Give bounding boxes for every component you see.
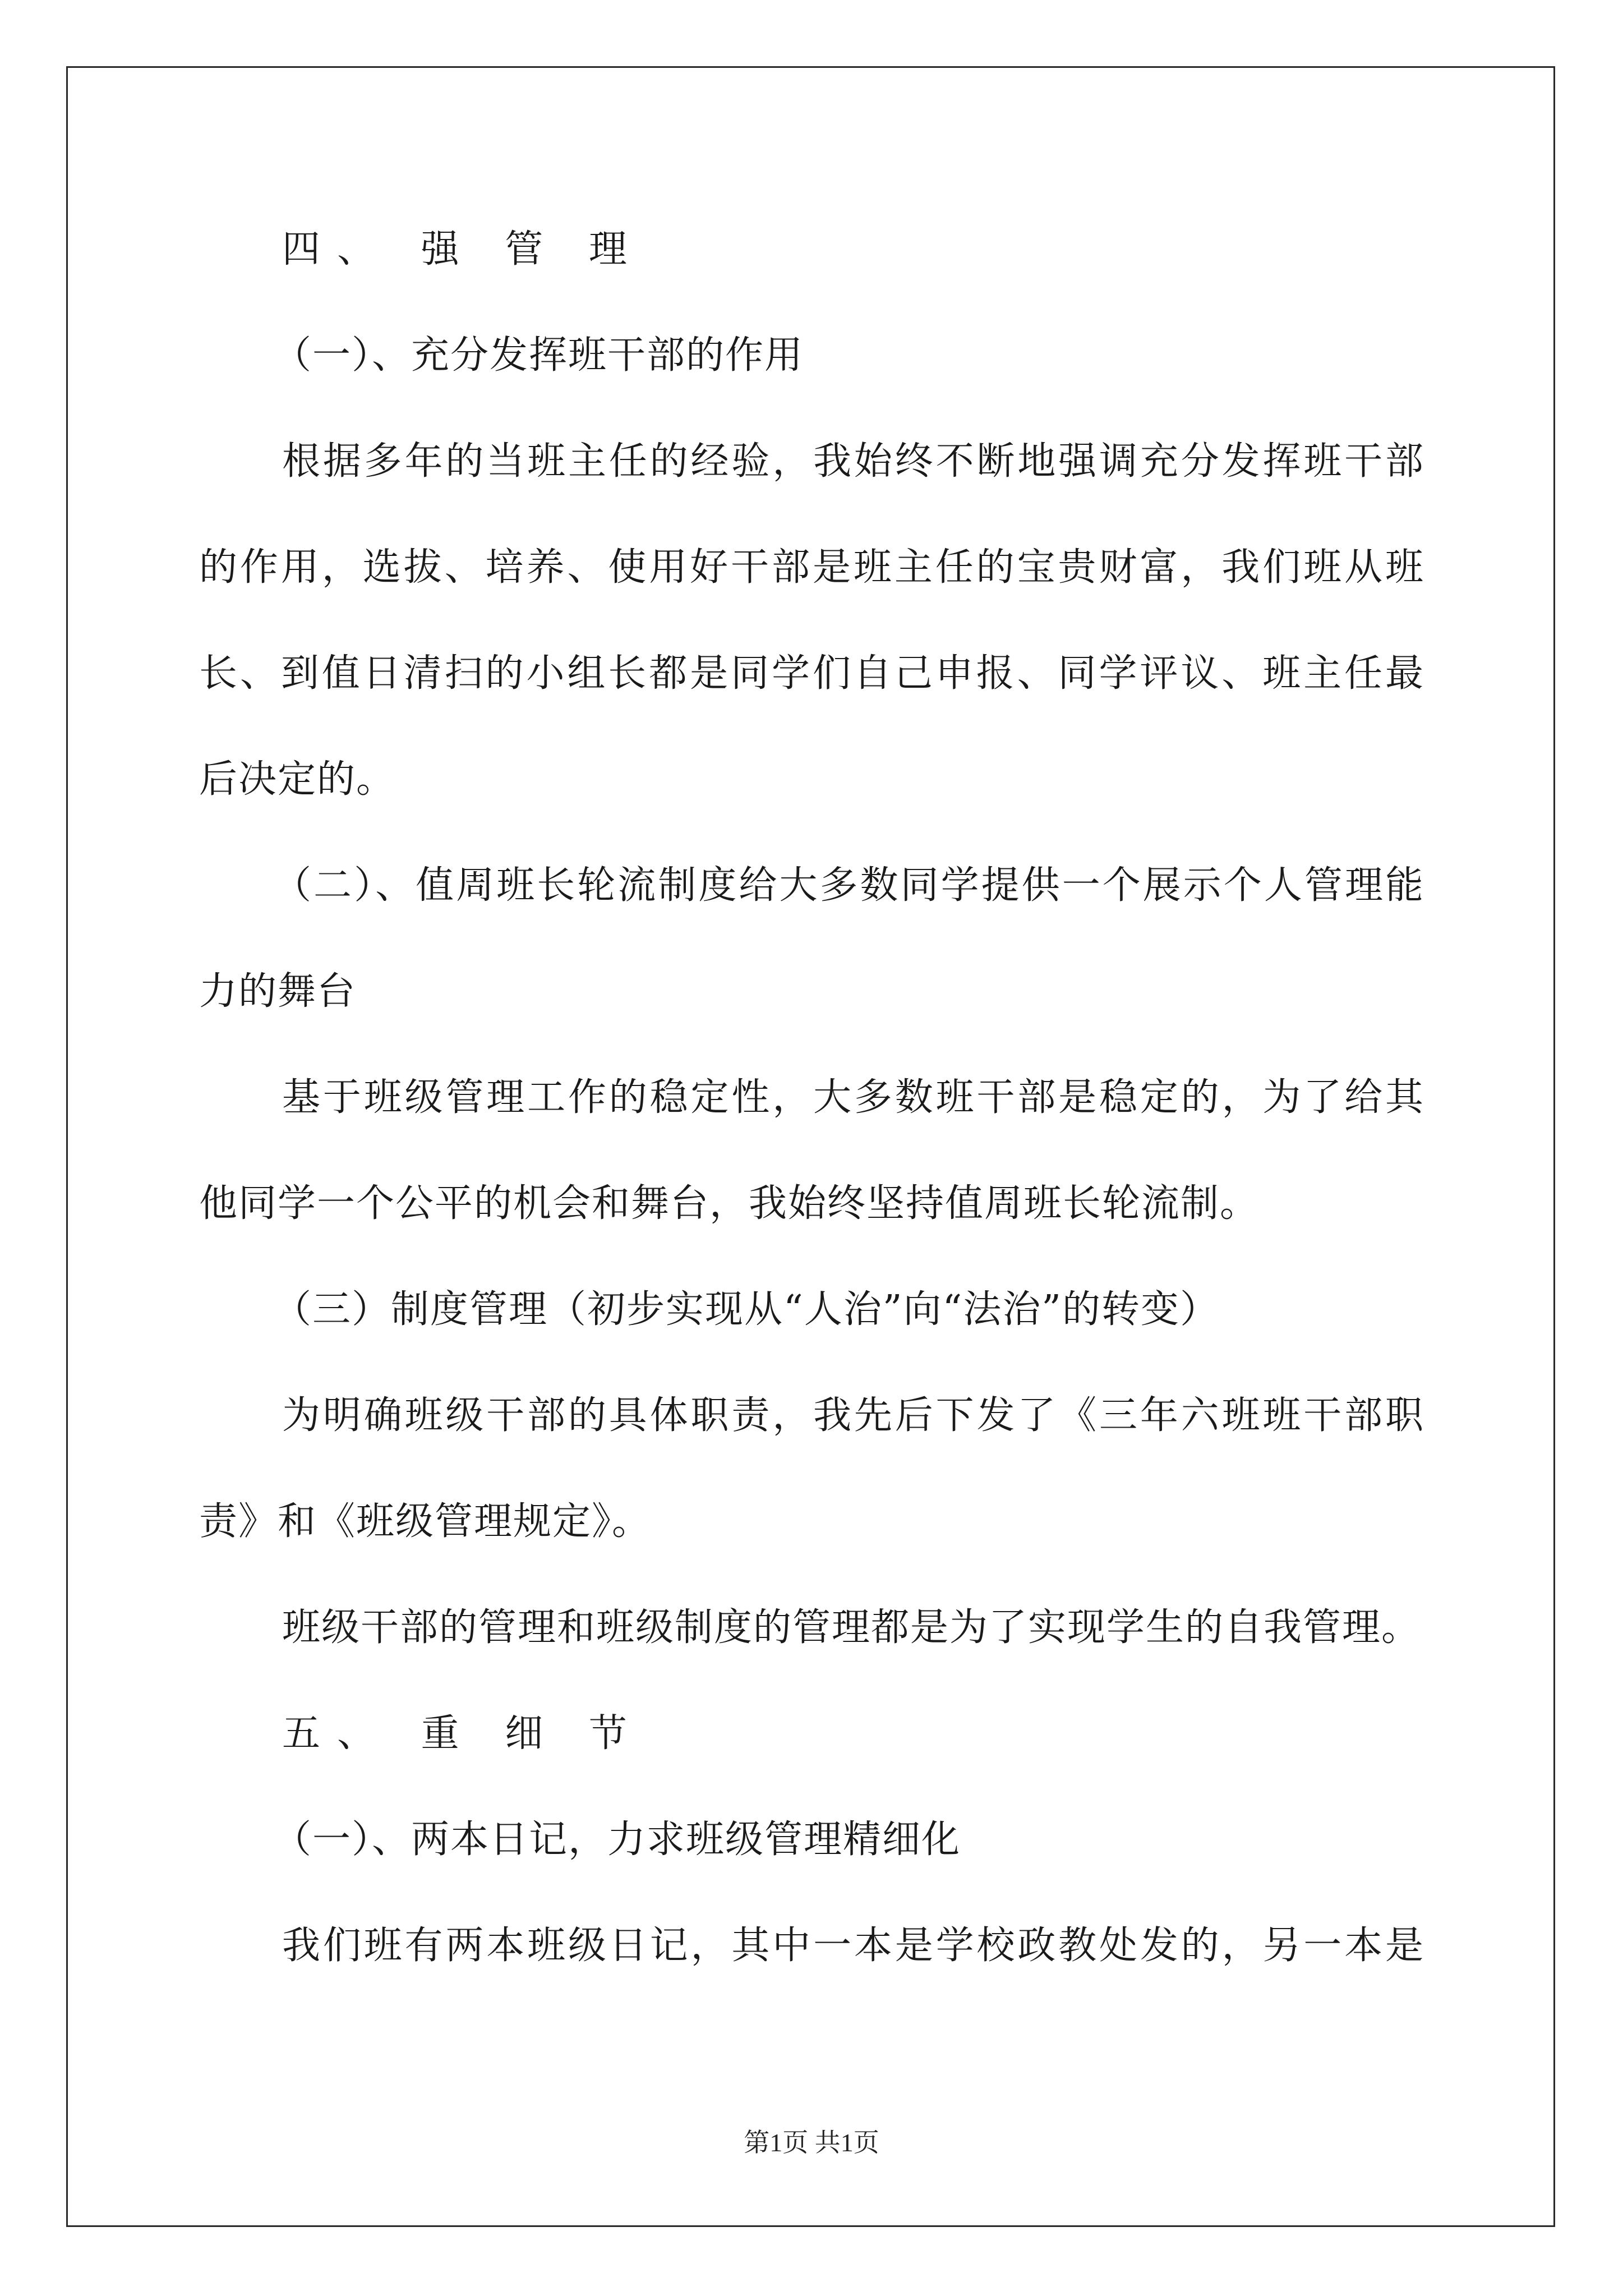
paragraph-line: 基于班级管理工作的稳定性，大多数班干部是稳定的，为了给其 [282, 1075, 1424, 1120]
paragraph-line: 的作用，选拔、培养、使用好干部是班主任的宝贵财富，我们班从班 [199, 545, 1424, 590]
page-border [66, 66, 1555, 2227]
subheading-4-1: （一）、充分发挥班干部的作用 [273, 333, 804, 378]
subheading-5-1: （一）、两本日记，力求班级管理精细化 [273, 1818, 961, 1862]
paragraph-line: 后决定的。 [199, 757, 396, 802]
paragraph-line: 我们班有两本班级日记，其中一本是学校政教处发的，另一本是 [282, 1924, 1424, 1968]
paragraph-line: 班级干部的管理和班级制度的管理都是为了实现学生的自我管理。 [282, 1605, 1421, 1650]
paragraph-line: 他同学一个公平的机会和舞台，我始终坚持值周班长轮流制。 [199, 1181, 1260, 1226]
paragraph-line: 责》和《班级管理规定》。 [199, 1499, 652, 1544]
section-heading-5: 五、 重 细 节 [282, 1711, 644, 1756]
paragraph-line: 根据多年的当班主任的经验，我始终不断地强调充分发挥班干部 [282, 439, 1424, 484]
paragraph-line: 为明确班级干部的具体职责，我先后下发了《三年六班班干部职 [282, 1393, 1424, 1438]
paragraph-line: 长、到值日清扫的小组长都是同学们自己申报、同学评议、班主任最 [199, 651, 1424, 696]
section-heading-4: 四、 强 管 理 [282, 227, 644, 272]
subheading-4-2: （二）、值周班长轮流制度给大多数同学提供一个展示个人管理能 [273, 863, 1424, 908]
page-footer: 第1页 共1页 [744, 2128, 879, 2157]
subheading-4-3: （三）制度管理（初步实现从“人治”向“法治”的转变） [273, 1287, 1220, 1332]
subheading-4-2-cont: 力的舞台 [199, 969, 357, 1014]
